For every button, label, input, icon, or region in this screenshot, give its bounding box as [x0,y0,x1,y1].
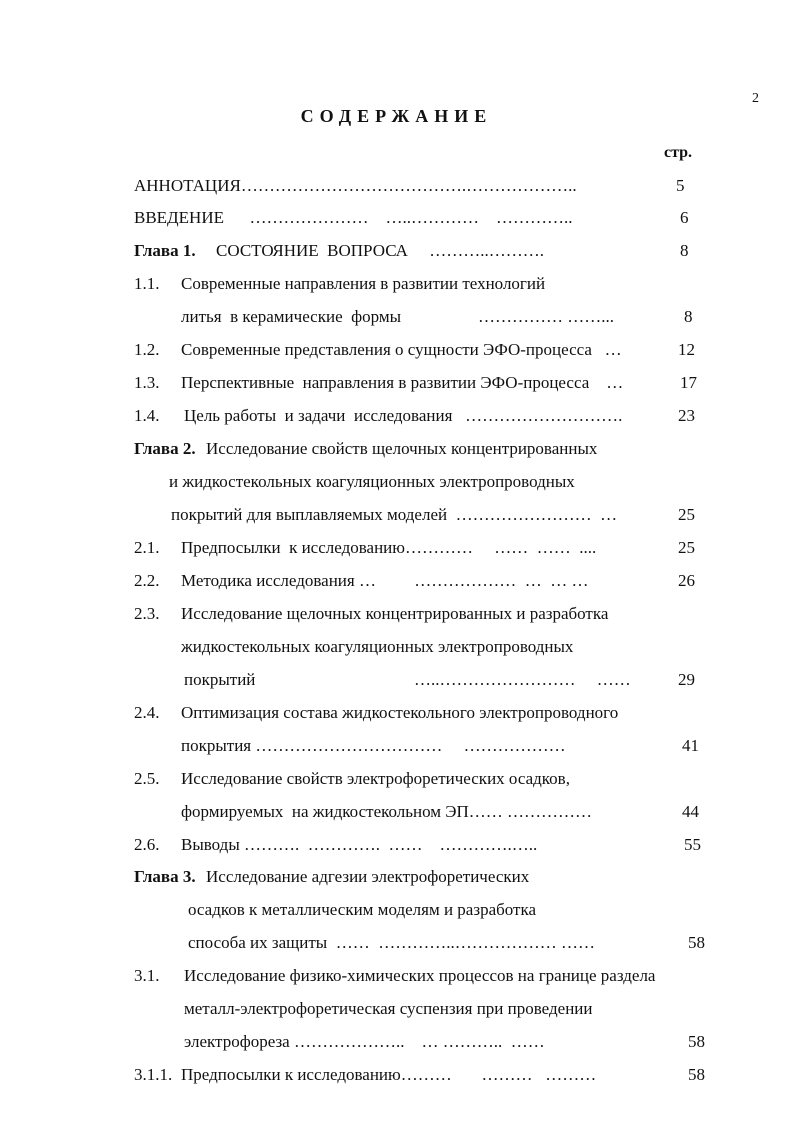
toc-entry-page: 17 [680,373,697,392]
pages-column-label: стр. [664,144,693,161]
toc-entry-text: покрытий [184,670,256,689]
toc-entry-number: 2.4. [134,703,160,722]
toc-entry-text: способа их защиты …… …………..……………… …… [188,933,595,952]
toc-entry-page: 23 [678,406,695,425]
page-title: СОДЕРЖАНИЕ [300,106,493,126]
toc-entry-page: 12 [678,340,695,359]
toc-entry-dots: …………… ……... [478,307,614,326]
toc-entry-number: 1.2. [134,340,160,359]
toc-entry-number: Глава 1. [134,241,196,260]
toc-entry-page: 58 [688,1065,705,1084]
toc-entry-text: Цель работы и задачи исследования ………………………. [184,406,623,425]
toc-entry-number: Глава 3. [134,867,196,886]
toc-entry-text: Методика исследования … ……………… … … … [181,571,589,590]
toc-entry-text: формируемых на жидкостекольном ЭП…… …………… [181,802,593,821]
toc-entry-text: Исследование свойств электрофоретических осадков, [181,769,570,788]
toc-entry-page: 6 [680,208,689,227]
toc-entry-page: 5 [676,176,685,195]
toc-entry-text: электрофореза ……………….. … ……….. …… [184,1032,545,1051]
toc-entry-number: 3.1. [134,966,160,985]
toc-entry-text: Исследование щелочных концентрированных и разработка [181,604,609,623]
toc-entry-text: Предпосылки к исследованию……… ……… ……… [181,1065,597,1084]
toc-entry-text: Выводы ………. …………. …… ………….….. [181,835,538,854]
toc-entry-number: 2.3. [134,604,160,623]
toc-entry-text: Оптимизация состава жидкостекольного электропроводного [181,703,619,722]
toc-entry-text: Исследование адгезии электрофоретических [206,867,530,886]
toc-entry-text: АННОТАЦИЯ………………………………….……………….. [134,176,577,195]
toc-entry-number: 1.1. [134,274,160,293]
toc-entry-text: литья в керамические формы [181,307,402,326]
toc-entry-number: 2.1. [134,538,160,557]
toc-entry-number: 1.3. [134,373,160,392]
toc-entry-page: 58 [688,1032,705,1051]
toc-entry-text: ВВЕДЕНИЕ ………………… …..………… ………….. [134,208,573,227]
toc-entry-text: покрытия …………………………… ……………… [181,736,566,755]
toc-entry-page: 29 [678,670,695,689]
toc-entry-text: Современные представления о сущности ЭФО-процесса … [181,340,622,359]
toc-entry-text: металл-электрофоретическая суспензия при проведении [184,999,593,1018]
toc-entry-number: 1.4. [134,406,160,425]
toc-entry-number: 2.5. [134,769,160,788]
toc-entry-text: осадков к металлическим моделям и разработка [188,900,537,919]
toc-entry-text: Перспективные направления в развитии ЭФО-процесса … [181,373,624,392]
toc-entry-text: жидкостекольных коагуляционных электропроводных [181,637,574,656]
toc-entry-text: Исследование свойств щелочных концентрированных [206,439,598,458]
toc-entry-page: 26 [678,571,695,590]
toc-entry-number: 2.2. [134,571,160,590]
toc-entry-number: Глава 2. [134,439,196,458]
toc-entry-page: 41 [682,736,699,755]
toc-entry-page: 8 [684,307,693,326]
toc-entry-text: и жидкостекольных коагуляционных электропроводных [169,472,575,491]
toc-entry-number: 2.6. [134,835,160,854]
toc-entry-text: покрытий для выплавляемых моделей …………………… … [171,505,618,524]
toc-entry-page: 25 [678,505,695,524]
toc-entry-text: Исследование физико-химических процессов на границе раздела [184,966,656,985]
toc-entry-page: 55 [684,835,701,854]
toc-entry-number: 3.1.1. [134,1065,173,1084]
toc-entry-page: 8 [680,241,689,260]
toc-entry-text: СОСТОЯНИЕ ВОПРОСА ………..………. [216,241,544,260]
page-number: 2 [752,91,759,106]
toc-entry-text: Предпосылки к исследованию………… …… …… .... [181,538,597,557]
toc-entry-dots: …..…………………… …… [414,670,631,689]
toc-entry-page: 25 [678,538,695,557]
toc-entry-page: 58 [688,933,705,952]
toc-entry-text: Современные направления в развитии технологий [181,274,546,293]
toc-entry-page: 44 [682,802,699,821]
